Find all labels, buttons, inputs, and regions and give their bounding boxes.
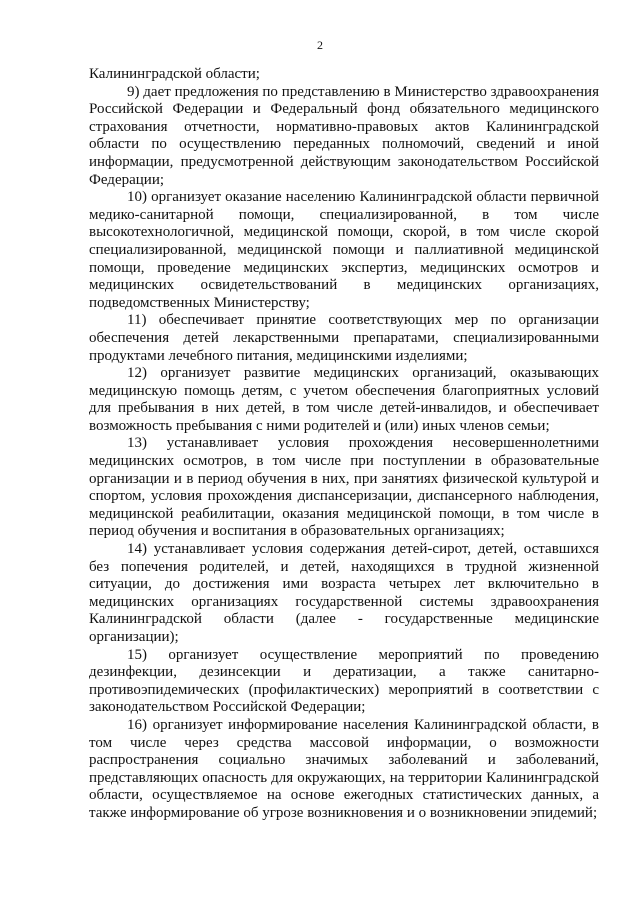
item-12: 12) организует развитие медицинских организаций, оказывающих медицинскую помощь детям, с учетом обеспечения благоприятных условий для пребывания в них детей, в том числе детей-инвалидов, и обеспечивает возможность пребывания с ними родителей и (или) иных членов семьи; [89, 365, 599, 434]
item-9: 9) дает предложения по представлению в Министерство здравоохранения Российской Федерации и Федеральный фонд обязательного медицинского страхования отчетности, нормативно-правовых актов Калининградской области по осуществлению переданных полномочий, сведений и иной информации, предусмотренной действующим законодательством Российской Федерации; [89, 83, 599, 188]
item-16: 16) организует информирование населения Калининградской области, в том числе через средства массовой информации, о возможности распространения социально значимых заболеваний и заболеваний, представляющих опасность для окружающих, на территории Калининградской области, осуществляемое на основе ежегодных статистических данных, а также информирование об угрозе возникновения и о возникновении эпидемий; [89, 716, 599, 821]
item-15: 15) организует осуществление мероприятий по проведению дезинфекции, дезинсекции и дератизации, а также санитарно-противоэпидемических (профилактических) мероприятий в соответствии с законодательством Российской Федерации; [89, 646, 599, 716]
document-body [89, 66, 599, 823]
item-14: 14) устанавливает условия содержания детей-сирот, детей, оставшихся без попечения родителей, и детей, находящихся в трудной жизненной ситуации, до достижения ими возраста четырех лет включительно в медицинских организациях государственной системы здравоохранения Калининградской области (далее - государственные медицинские организации); [89, 541, 599, 645]
page-number: 2 [317, 38, 323, 52]
item-11: 11) обеспечивает принятие соответствующих мер по организации обеспечения детей лекарственными препаратами, специализированными продуктами лечебного питания, медицинскими изделиями; [89, 312, 599, 364]
continuation-paragraph: Калининградской области; [89, 66, 260, 82]
item-13: 13) устанавливает условия прохождения несовершеннолетними медицинских осмотров, в том числе при поступлении в образовательные организации и в период обучения в них, при занятиях физической культурой и спортом, условия прохождения диспансеризации, диспансерного наблюдения, медицинской реабилитации, оказания медицинской помощи, в том числе в период обучения и воспитания в образовательных организациях; [89, 435, 599, 540]
item-10: 10) организует оказание населению Калининградской области первичной медико-санитарной помощи, специализированной, в том числе высокотехнологичной, медицинской помощи, скорой, в том числе скорой специализированной, медицинской помощи и паллиативной медицинской помощи, проведение медицинских экспертиз, медицинских осмотров и медицинских освидетельствований в медицинских организациях, подведомственных Министерству; [89, 189, 599, 311]
